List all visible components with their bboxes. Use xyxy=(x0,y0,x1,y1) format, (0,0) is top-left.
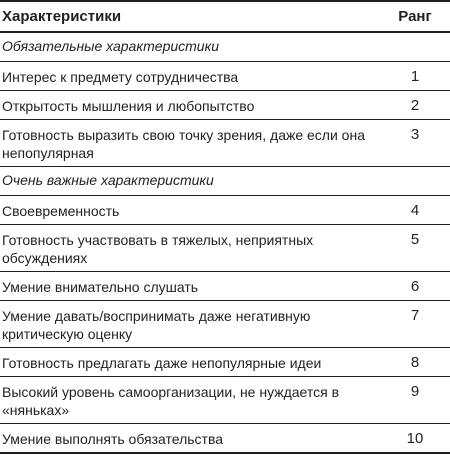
section-row-very-important xyxy=(0,167,450,196)
characteristic-rank: 2 xyxy=(410,97,420,114)
table-row xyxy=(0,424,450,454)
characteristic-rank: 9 xyxy=(410,383,420,400)
section-row-mandatory xyxy=(0,32,450,62)
characteristic-name: Открытость мышления и любопытство xyxy=(2,98,255,114)
section-title: Очень важные характеристики xyxy=(2,172,214,188)
table-header-row xyxy=(0,1,450,32)
table-row xyxy=(0,272,450,301)
characteristic-name: Умение выполнять обязательства xyxy=(2,431,224,447)
table-row xyxy=(0,301,450,348)
table-row xyxy=(0,377,450,424)
section-title: Обязательные характеристики xyxy=(2,38,219,54)
characteristic-rank: 1 xyxy=(410,68,420,85)
characteristic-name: Умение внимательно слушать xyxy=(2,279,199,295)
characteristic-name: Высокий уровень самоорганизации, не нуждается в «няньках» xyxy=(2,384,340,418)
characteristic-rank: 3 xyxy=(410,126,420,143)
characteristic-name: Готовность предлагать даже непопулярные идеи xyxy=(2,355,322,371)
table-row xyxy=(0,348,450,377)
characteristic-rank: 8 xyxy=(410,354,420,371)
characteristic-rank: 5 xyxy=(410,231,420,248)
rank-column-header: Ранг xyxy=(398,7,432,25)
characteristics-column-header: Характеристики xyxy=(2,7,122,25)
characteristic-name: Готовность выразить свою точку зрения, даже если она непопулярная xyxy=(2,127,365,161)
characteristic-rank: 4 xyxy=(410,202,420,219)
characteristic-rank: 6 xyxy=(410,278,420,295)
characteristic-name: Готовность участвовать в тяжелых, неприятных обсуждениях xyxy=(2,232,314,266)
characteristic-name: Умение давать/воспринимать даже негативную критическую оценку xyxy=(2,308,311,342)
characteristic-rank: 7 xyxy=(410,307,420,324)
table-row xyxy=(0,91,450,120)
table-row xyxy=(0,196,450,225)
characteristic-name: Своевременность xyxy=(2,203,120,219)
table-row xyxy=(0,62,450,91)
table-row xyxy=(0,225,450,272)
characteristic-name: Интерес к предмету сотрудничества xyxy=(2,69,239,85)
characteristic-rank: 10 xyxy=(406,430,424,447)
table-row xyxy=(0,120,450,167)
